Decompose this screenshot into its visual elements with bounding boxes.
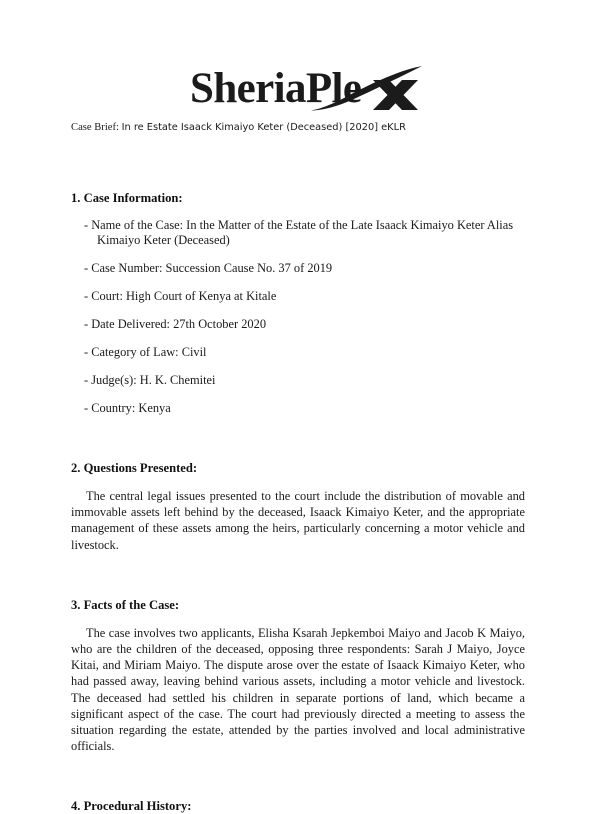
list-item: - Case Number: Succession Cause No. 37 of 2019	[84, 261, 333, 275]
sheriaplex-logo-icon	[190, 58, 422, 120]
section-procedural-history	[71, 798, 525, 814]
case-information-list	[71, 218, 525, 416]
case-brief-subtitle	[71, 121, 406, 135]
section-body	[71, 218, 525, 416]
section-heading: 2. Questions Presented:	[71, 461, 198, 475]
section-heading: 1. Case Information:	[71, 191, 183, 205]
section-heading: 3. Facts of the Case:	[71, 597, 180, 612]
section-body	[71, 625, 525, 755]
list-item: - Date Delivered: 27th October 2020	[84, 317, 267, 331]
logo-wordmark-text: SheriaPle	[190, 65, 362, 112]
section-paragraph: The central legal issues presented to the court include the distribution of movable and immovable assets left behind by the deceased, Isaack Kimaiyo Keter, and the appropriate management of these assets among the heirs, particularly concerning a motor vehicle and livestock.	[71, 489, 525, 552]
section-questions-presented	[71, 460, 525, 553]
spacer	[71, 581, 525, 597]
section-body	[71, 488, 525, 553]
case-brief-value: In re Estate Isaack Kimaiyo Keter (Deceased) [2020] eKLR	[121, 122, 406, 133]
spacer	[71, 782, 525, 798]
list-item: - Category of Law: Civil	[84, 345, 207, 359]
list-item: - Name of the Case: In the Matter of the Estate of the Late Isaack Kimaiyo Keter Alias Kimaiyo Keter (Deceased)	[84, 218, 514, 247]
section-case-information	[71, 190, 525, 416]
list-item: - Country: Kenya	[84, 401, 171, 415]
case-brief-label: Case Brief:	[71, 122, 119, 133]
section-heading: 4. Procedural History:	[71, 799, 192, 814]
section-paragraph: The case involves two applicants, Elisha Ksarah Jepkemboi Maiyo and Jacob K Maiyo, who are the children of the deceased, opposing three respondents: Sarah J Maiyo, Joyce Kitai, and Miriam Maiyo. The dispute arose over the estate of Isaack Kimaiyo Keter, who had passed away, leaving behind various assets, including a motor vehicle and livestock. The deceased had settled his children in separate portions of land, which became a significant aspect of the case. The court had previously directed a meeting to assess the situation regarding the estate, attended by the parties involved and local administrative officials.	[71, 625, 525, 754]
section-facts-of-the-case	[71, 597, 525, 755]
list-item: - Judge(s): H. K. Chemitei	[84, 373, 216, 387]
list-item: - Court: High Court of Kenya at Kitale	[84, 289, 277, 303]
document-content	[71, 190, 525, 814]
brand-logo	[0, 58, 612, 120]
spacer	[71, 444, 525, 460]
